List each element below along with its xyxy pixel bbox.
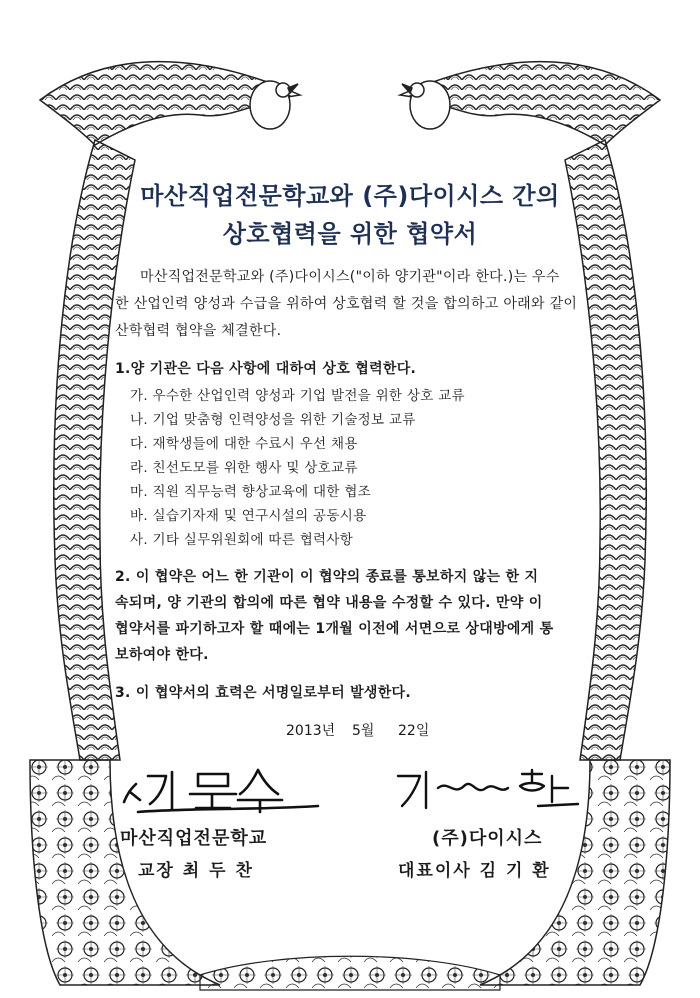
left-representative: 교장 최 두 찬 [138,861,254,881]
right-representative: 대표이사 김 기 환 [398,861,551,881]
title-line-1: 마산직업전문학교와 (주)다이시스 간의 [140,182,560,210]
intro-line-3: 산학협력 협약을 체결한다. [115,323,282,339]
article-1-item: 바. 실습기자재 및 연구시설의 공동시용 [130,508,367,524]
article-1-item: 가. 우수한 산업인력 양성과 기업 발전을 위한 상호 교류 [130,388,465,404]
article-1-item: 마. 직원 직무능력 향상교육에 대한 협조 [130,484,372,500]
article-2-line-2: 속되며, 양 기관의 합의에 따른 협약 내용을 수정할 수 있다. 만약 이 [115,595,543,611]
article-1-item: 라. 친선도모를 위한 행사 및 상호교류 [130,460,358,476]
article-1-item: 사. 기타 실무위원회에 따른 협력사항 [130,532,354,548]
article-2-line-3: 협약서를 파기하고자 할 때에는 1개월 이전에 서면으로 상대방에게 통 [115,621,554,637]
right-handwritten-signature [392,766,592,814]
title-line-2: 상호협력을 위한 협약서 [222,220,478,248]
intro-line-2: 한 산업인력 양성과 수급을 위하여 상호협력 할 것을 합의하고 아래와 같이 [115,296,578,312]
right-organization: (주)다이시스 [432,828,543,849]
article-2-line-1: 2. 이 협약은 어느 한 기관이 이 협약의 종료를 통보하지 않는 한 지 [115,569,539,585]
article-1-heading: 1.양 기관은 다음 사항에 대하여 상호 협력한다. [115,361,417,377]
date-day: 22일 [398,723,430,739]
left-organization: 마산직업전문학교 [120,828,268,849]
article-1-item: 나. 기업 맞춤형 인력양성을 위한 기술정보 교류 [130,412,416,428]
article-1-item: 다. 재학생들에 대한 수료시 우선 채용 [130,436,358,452]
article-3: 3. 이 협약서의 효력은 서명일로부터 발생한다. [115,685,411,701]
left-handwritten-signature [118,762,328,818]
article-2-line-4: 보하여야 한다. [115,647,209,663]
date-month: 5월 [352,723,375,739]
intro-line-1: 마산직업전문학교와 (주)다이시스("이하 양기관"이라 한다.)는 우수 [140,269,560,285]
date-year: 2013년 [286,723,336,739]
